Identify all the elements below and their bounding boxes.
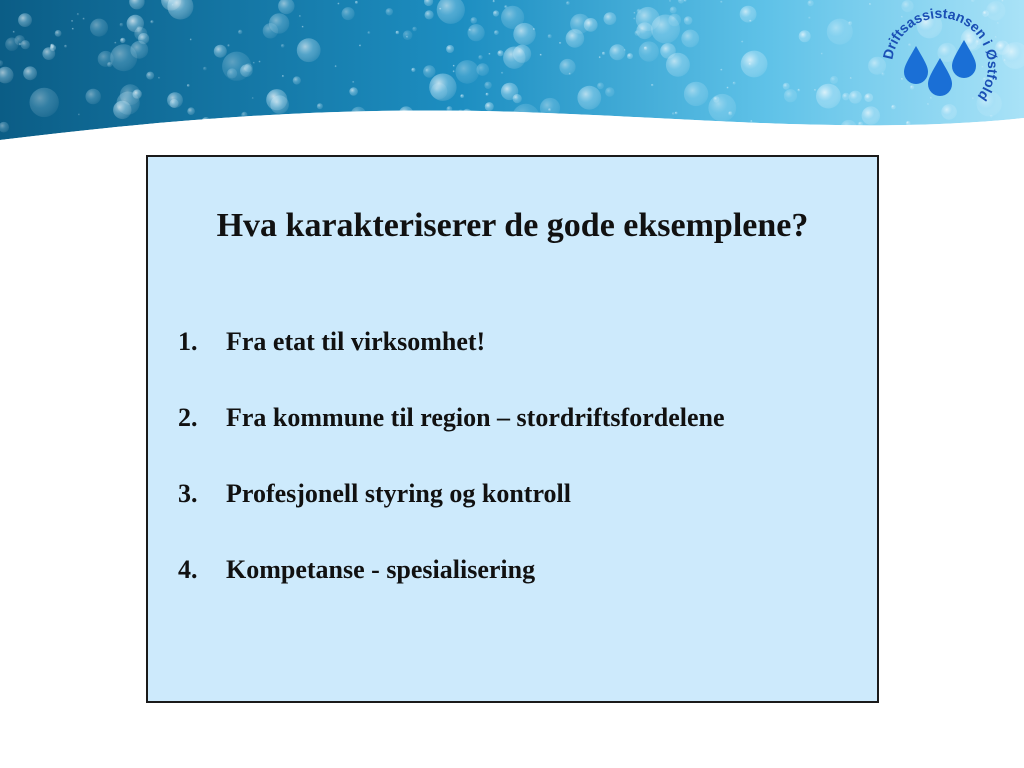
water-bubbles-banner xyxy=(0,0,1024,150)
list-item xyxy=(178,327,725,403)
list-item-text: Fra etat til virksomhet! xyxy=(226,327,486,356)
list-item-text: Kompetanse - spesialisering xyxy=(226,555,536,584)
numbered-list xyxy=(178,327,725,631)
logo-ring-text: Driftsassistansen i Østfold xyxy=(879,4,1002,104)
list-item-number: 2. xyxy=(178,403,198,432)
list-item-text: Profesjonell styring og kontroll xyxy=(226,479,571,508)
list-item-number: 1. xyxy=(178,327,198,356)
list-item-number: 4. xyxy=(178,555,198,584)
slide-title: Hva karakteriserer de gode eksemplene? xyxy=(216,207,809,244)
list-item xyxy=(178,403,725,479)
water-drop-icon xyxy=(904,40,976,96)
slide-content-box xyxy=(146,155,879,703)
driftsassistansen-logo xyxy=(878,4,1002,128)
list-item xyxy=(178,479,725,555)
list-item xyxy=(178,555,725,631)
list-item-number: 3. xyxy=(178,479,198,508)
list-item-text: Fra kommune til region – stordriftsfordelene xyxy=(226,403,725,432)
